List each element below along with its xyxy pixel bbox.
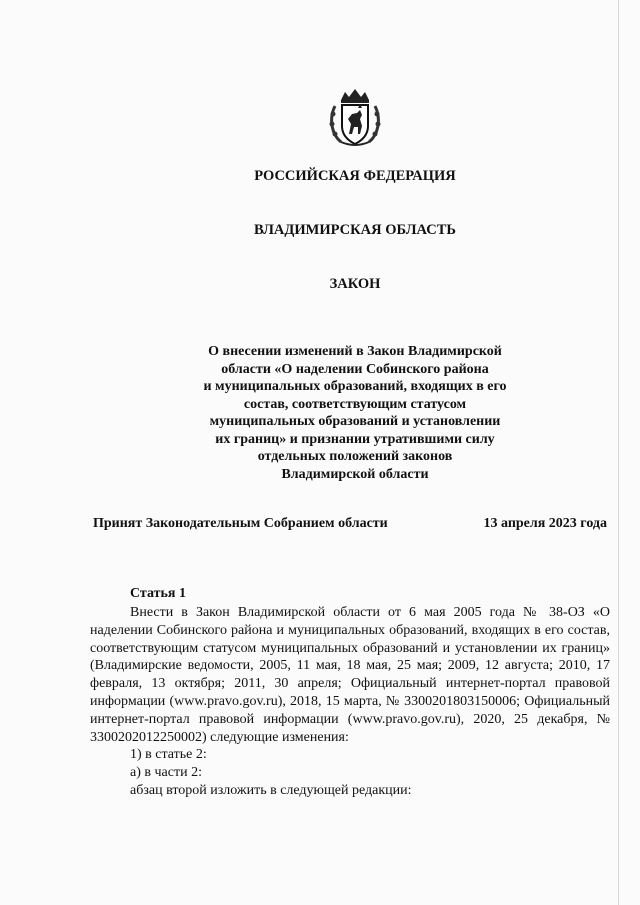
subject-line: отдельных положений законов <box>257 449 453 464</box>
article-title: Статья 1 <box>130 586 186 601</box>
subject-line: Владимирской области <box>281 466 429 482</box>
list-item: а) в части 2: <box>130 765 202 781</box>
article-paragraph: Внести в Закон Владимирской области от 6 мая 2005 года № 38-ОЗ «О наделении Собинского района и муниципальных образований, входящих в его состав, соответствующим статусом муниципальных образований и установлении их границ» (Владимирские ведомости, 2005, 11 мая, 18 мая, 25 мая; 2009, 12 августа; 2010, 17 февраля, 13 октября; 2011, 30 апреля; Официальный интернет-портал правовой информации (www.pravo.gov.ru), 2018, 15 марта, № 3300201803150006; Официальный интернет-портал правовой информации (www.pravo.gov.ru), 2020, 25 декабря, № 3300202012250002) следующие изменения: <box>90 605 610 745</box>
law-subject-title <box>150 343 560 483</box>
country-heading: РОССИЙСКАЯ ФЕДЕРАЦИЯ <box>254 168 456 184</box>
document-type-heading: ЗАКОН <box>329 276 381 292</box>
region-heading: ВЛАДИМИРСКАЯ ОБЛАСТЬ <box>254 222 456 238</box>
subject-line: О внесении изменений в Закон Владимирской <box>208 344 502 359</box>
subject-line: области «О наделении Собинского района <box>221 361 489 377</box>
subject-line: муниципальных образований и установлении <box>209 414 501 429</box>
adoption-date: 13 апреля 2023 года <box>483 516 607 531</box>
list-item: 1) в статье 2: <box>130 747 207 763</box>
subject-line: и муниципальных образований, входящих в его <box>203 379 507 394</box>
list-item: абзац второй изложить в следующей редакции: <box>130 782 412 798</box>
article-body <box>90 604 610 800</box>
coat-of-arms-icon <box>327 86 383 148</box>
adoption-line <box>93 516 607 532</box>
scan-artifact-line <box>618 0 619 905</box>
subject-line: их границ» и признании утратившими силу <box>215 431 495 447</box>
adoption-label: Принят Законодательным Собранием области <box>93 516 388 531</box>
subject-line: состав, соответствующим статусом <box>243 396 467 412</box>
